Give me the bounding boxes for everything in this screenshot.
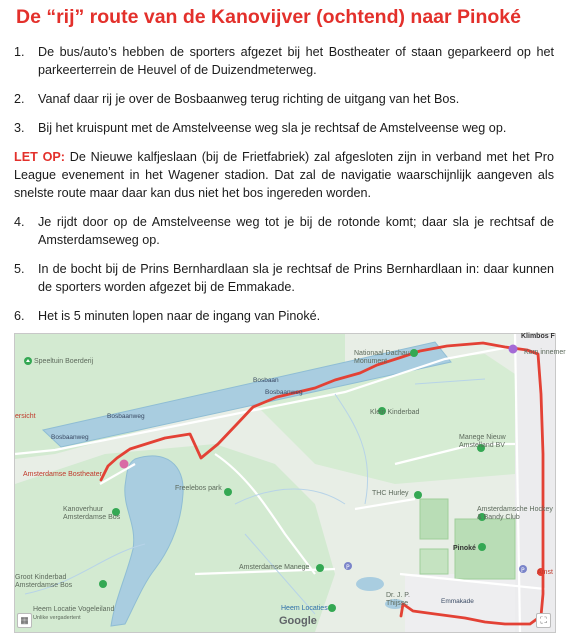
step-number: 6. xyxy=(14,309,25,323)
step-number: 3. xyxy=(14,121,25,135)
step-item xyxy=(14,43,554,79)
step-text: Je rijdt door op de Amstelveense weg tot je bij de rotonde komt; daar sla je rechtsaf de Amsterdamseweg op. xyxy=(38,215,554,247)
map-label-emmakade: Emmakade xyxy=(441,598,474,605)
map-label-heem: Heem Locatie Vogeleiland xyxy=(33,606,115,613)
step-item xyxy=(14,90,554,108)
step-number: 2. xyxy=(14,92,25,106)
map-label-speeltuin: Speeltuin Boerderij xyxy=(34,358,94,365)
svg-text:P: P xyxy=(346,564,350,571)
map-label-heem-sub: Unlike vergadertent xyxy=(33,615,81,621)
step-number: 5. xyxy=(14,262,25,276)
map-label-kanoverhuur: Kanoverhuur Amsterdamse Bos xyxy=(63,506,121,521)
warning-note xyxy=(14,148,554,202)
map-label-amsterdamse-manege: Amsterdamse Manege xyxy=(239,564,310,571)
step-item xyxy=(14,307,554,325)
page-title: De “rij” route van de Kanovijver (ochtend) naar Pinoké xyxy=(16,6,521,28)
poi-pin-icon[interactable] xyxy=(509,345,518,354)
step-text: Bij het kruispunt met de Amstelveense weg sla je rechtsaf de Amstelveense weg op. xyxy=(38,121,507,135)
tree-pin-icon[interactable] xyxy=(224,488,232,496)
step-number: 4. xyxy=(14,215,25,229)
layers-icon[interactable]: ▦ xyxy=(17,613,32,628)
map-label-nationaal: Nationaal Dachau Monument xyxy=(354,350,410,365)
map-label-heem-locaties: Heem Locaties xyxy=(281,605,328,612)
map-label-bostheater-side: ersicht xyxy=(15,413,36,420)
map-label-groot-kinderbad: Groot Kinderbad Amsterdamse Bos xyxy=(15,574,73,589)
sports-field xyxy=(420,549,448,574)
map-label-bostheater: Amsterdamse Bostheater xyxy=(23,471,102,478)
map-label-amst: Amst xyxy=(537,569,553,576)
step-number: 1. xyxy=(14,45,25,59)
warning-label: LET OP: xyxy=(14,150,65,164)
step-item xyxy=(14,119,554,137)
theater-pin-icon[interactable] xyxy=(120,460,129,469)
map-label-bosbaanweg: Bosbaanweg xyxy=(51,434,89,441)
pond xyxy=(356,577,384,591)
tree-pin-icon[interactable] xyxy=(414,491,422,499)
step-text: De bus/auto’s hebben de sporters afgezet bij het Bostheater of staan geparkeerd op het parkeerterrein de Heuvel of de Duizendmeterweg. xyxy=(38,45,554,77)
tree-pin-icon[interactable] xyxy=(328,604,336,612)
fullscreen-icon[interactable]: ⛶ xyxy=(536,613,551,628)
map-label-dr-jp-thijsse: Dr. J. P. Thijsse xyxy=(386,592,410,607)
sports-field xyxy=(420,499,448,539)
google-logo: Google xyxy=(279,615,317,627)
map-label-manege-nieuw: Manege Nieuw Amstelland BV xyxy=(459,434,506,449)
map-label-amsterdamsche: Amsterdamsche Hockey & Bandy Club xyxy=(477,506,553,521)
map-label-kominomer: Kom innemer xyxy=(524,349,566,356)
warning-text: De Nieuwe kalfjeslaan (bij de Frietfabriek) zal afgesloten zijn in verband met het Pro League evenement in het Wagener stadion. Dat zal de navigatie waarschijnlijk aangeven als snelste route maar daar kan dus niet het bos ingereden worden. xyxy=(14,150,554,200)
route-steps xyxy=(14,43,554,336)
svg-text:P: P xyxy=(521,567,525,574)
map-label-freelebos: Freelebos park xyxy=(175,485,222,492)
sports-pin-icon[interactable] xyxy=(478,543,486,551)
step-item xyxy=(14,260,554,296)
monument-pin-icon[interactable] xyxy=(410,349,418,357)
route-map[interactable] xyxy=(14,333,566,633)
step-item xyxy=(14,213,554,249)
tree-pin-icon[interactable] xyxy=(24,357,32,365)
tree-pin-icon[interactable] xyxy=(99,580,107,588)
map-label-pinoke: Pinoké xyxy=(453,545,476,552)
step-text: Vanaf daar rij je over de Bosbaanweg terug richting de uitgang van het Bos. xyxy=(38,92,460,106)
map-label-bosbaanweg: Bosbaanweg xyxy=(265,389,303,396)
map-label-thc-hurley: THC Hurley xyxy=(372,490,409,497)
step-text: In de bocht bij de Prins Bernhardlaan sla je rechtsaf de Prins Bernhardlaan in: daar kunnen de sporters worden afgezet bij de Emmakade. xyxy=(38,262,554,294)
map-label-klein-kinderbad: Klein Kinderbad xyxy=(370,409,420,416)
map-label-bosbaan: Bosbaan xyxy=(253,377,279,384)
tree-pin-icon[interactable] xyxy=(316,564,324,572)
step-text: Het is 5 minuten lopen naar de ingang van Pinoké. xyxy=(38,309,321,323)
map-label-klimbos: Klimbos F xyxy=(521,333,555,340)
map-label-bosbaanweg: Bosbaanweg xyxy=(107,413,145,420)
map-canvas xyxy=(15,334,555,632)
